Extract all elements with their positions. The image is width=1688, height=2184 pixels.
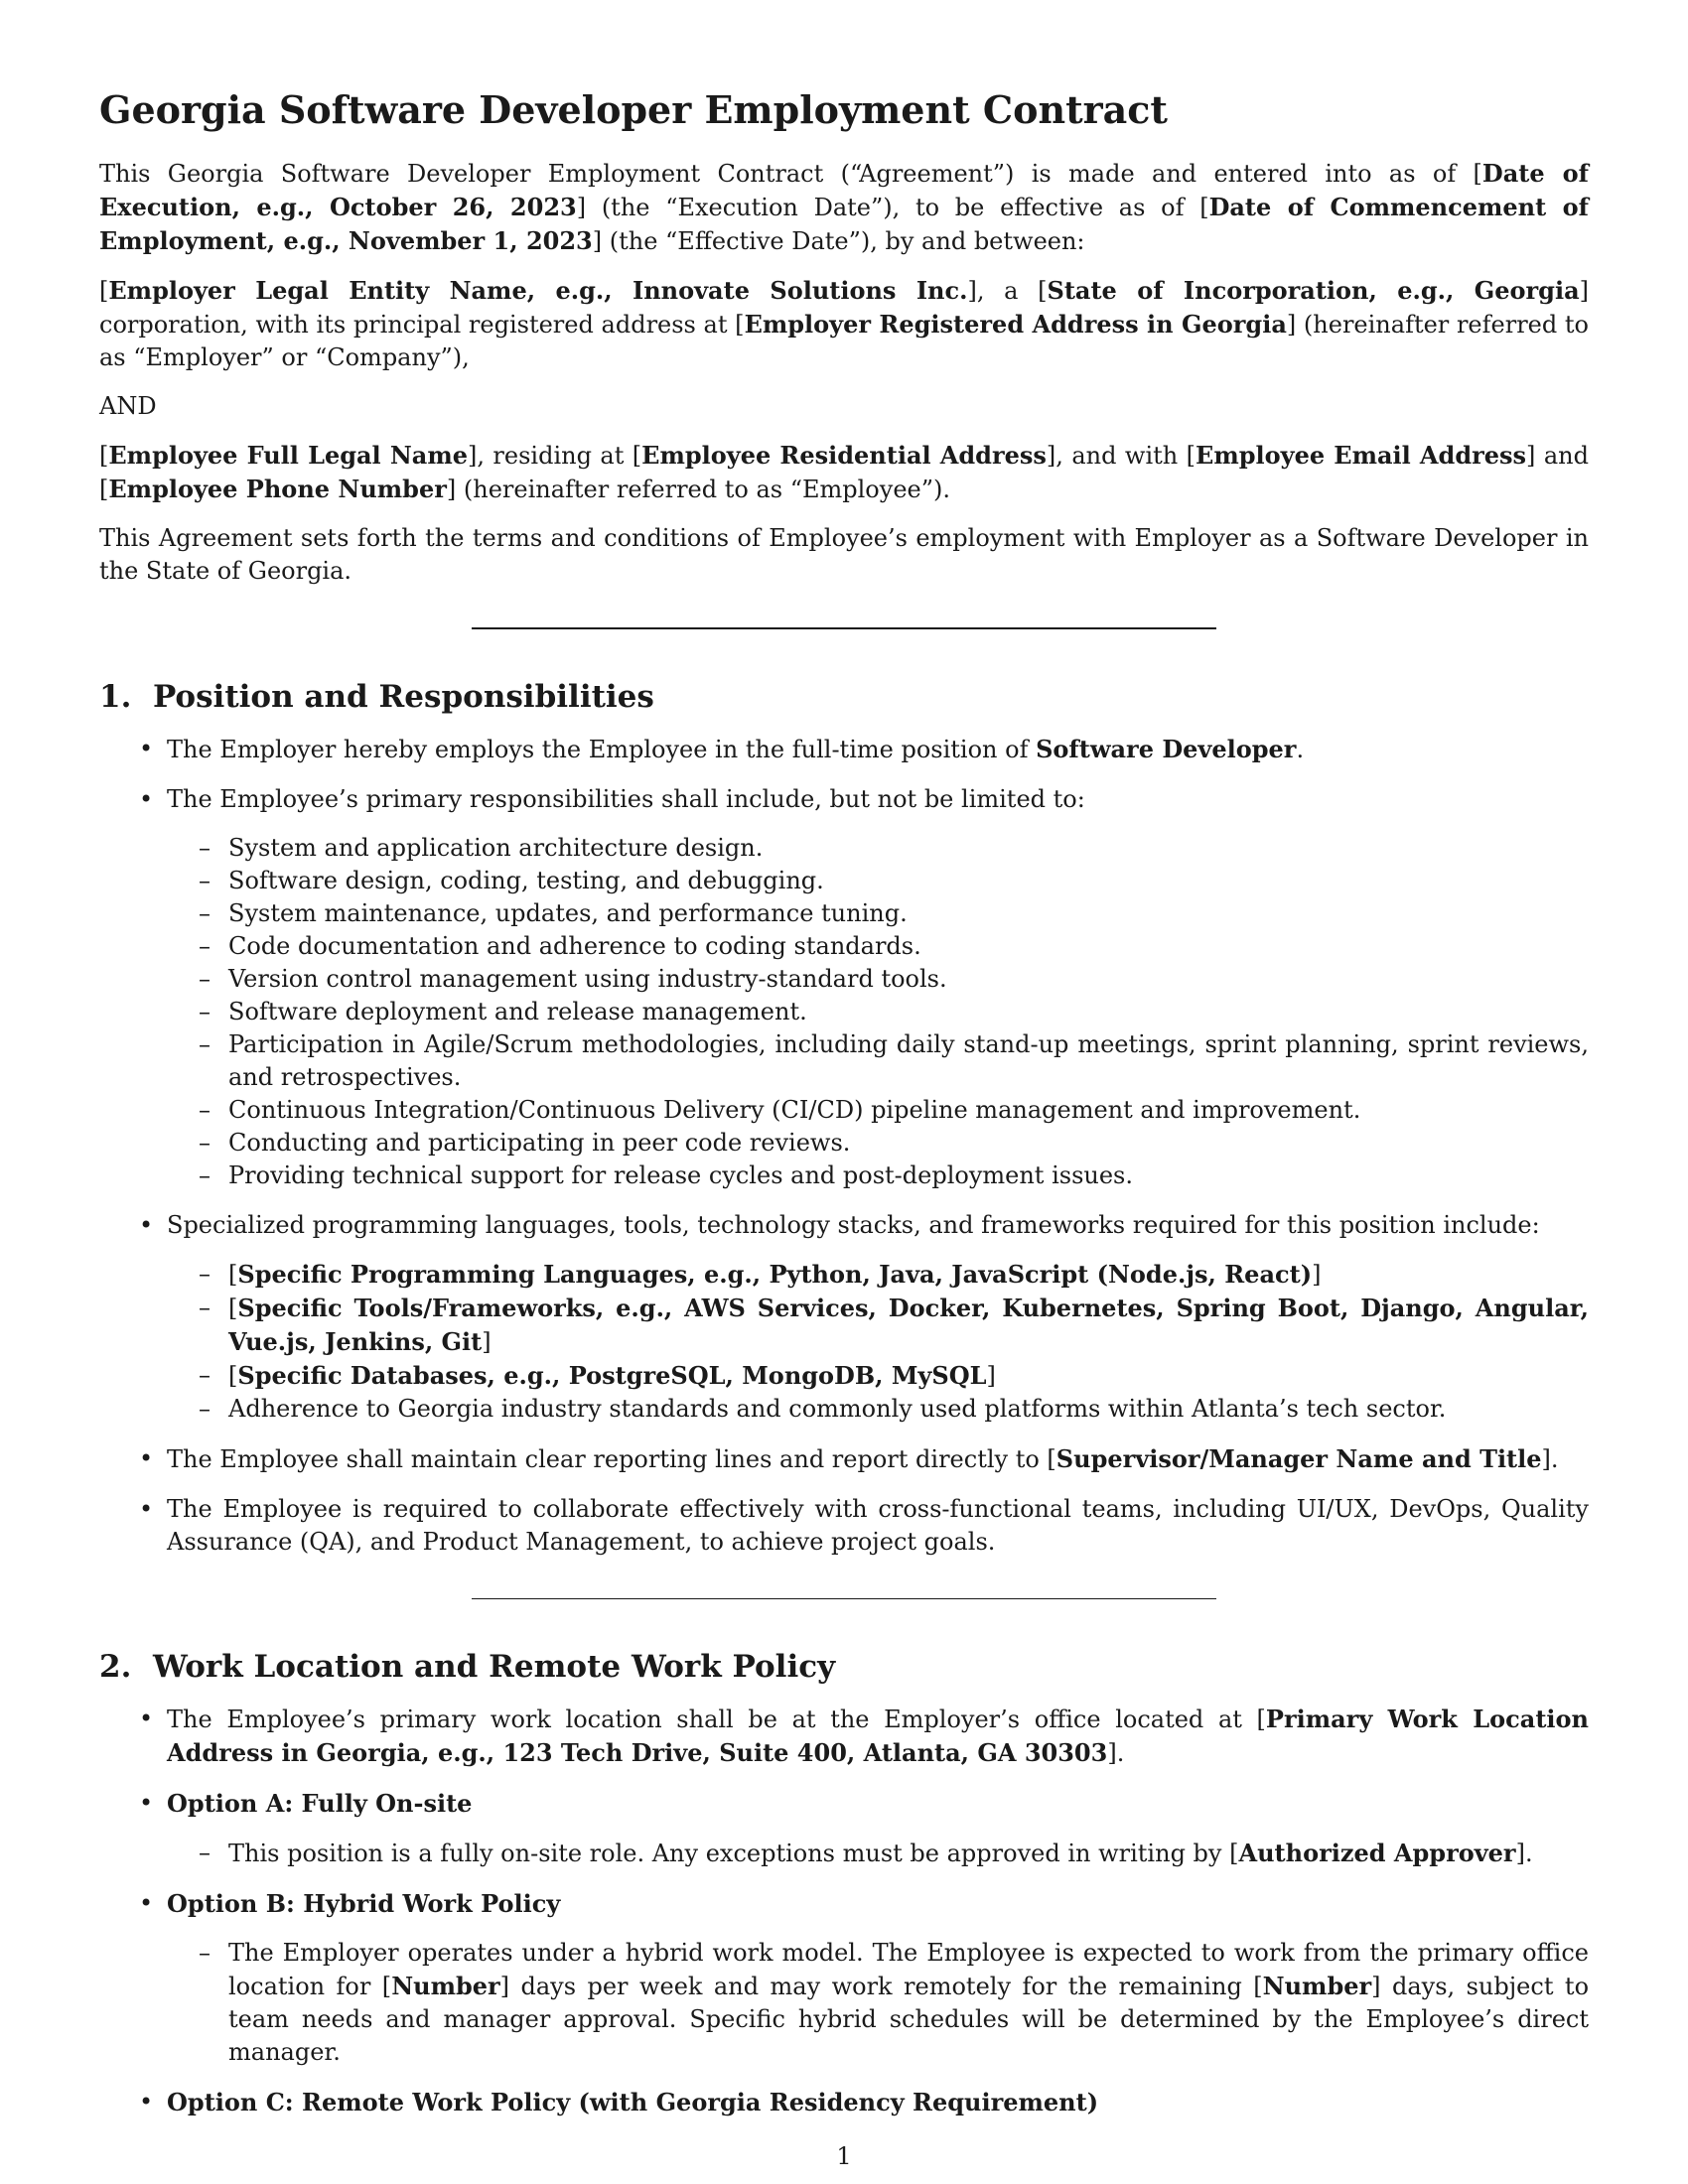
- employee-phone-placeholder: Employee Phone Number: [108, 474, 447, 503]
- tech-item: – [Specific Programming Languages, e.g., Python, Java, JavaScript (Node.js, React)]: [228, 1258, 1589, 1292]
- option-b-item: [228, 1937, 1589, 2069]
- tech-item: – [Specific Databases, e.g., PostgreSQL, MongoDB, MySQL]: [228, 1359, 1589, 1393]
- list-item: [167, 733, 1589, 766]
- item-text: The Employer operates under a hybrid work model. The Employee is expected to work from the primary office location for [: [228, 1939, 1589, 2001]
- responsibility-item: – Participation in Agile/Scrum methodologies, including daily stand-up meetings, sprint planning, sprint reviews, and retrospectives.: [228, 1028, 1589, 1094]
- list-item: [167, 1209, 1589, 1426]
- employer-paragraph: [99, 274, 1589, 374]
- employer-text: [: [99, 276, 109, 305]
- section-2-heading: 2. Work Location and Remote Work Policy: [99, 1648, 836, 1685]
- position-title: Software Developer: [1036, 734, 1297, 763]
- tech-placeholder: Specific Tools/Frameworks, e.g., AWS Services, Docker, Kubernetes, Spring Boot, Django, Angular, Vue.js, Jenkins, Git: [228, 1293, 1589, 1356]
- tech-list: [167, 1258, 1589, 1426]
- list-item: [167, 2086, 1589, 2119]
- section-divider: [472, 627, 1216, 629]
- option-b-list: [167, 1937, 1589, 2069]
- employee-address-placeholder: Employee Residential Address: [641, 440, 1047, 470]
- commencement-date-placeholder: Date of Commencement of Employment, e.g., November 1, 2023: [99, 192, 1589, 255]
- tech-placeholder: Specific Databases, e.g., PostgreSQL, MongoDB, MySQL: [237, 1360, 987, 1390]
- item-text: ] days, subject to team needs and manager approval. Specific hybrid schedules will be determined by the Employee’s direct manager.: [228, 1973, 1590, 2067]
- responsibility-item: – System and application architecture design.: [228, 832, 1589, 865]
- employer-address-placeholder: Employer Registered Address in Georgia: [744, 309, 1287, 339]
- tech-item: – [Specific Tools/Frameworks, e.g., AWS Services, Docker, Kubernetes, Spring Boot, Django, Angular, Vue.js, Jenkins, Git]: [228, 1292, 1589, 1359]
- responsibility-item: – System maintenance, updates, and performance tuning.: [228, 897, 1589, 930]
- approver-placeholder: Authorized Approver: [1238, 1839, 1516, 1868]
- responsibility-item: – Software deployment and release management.: [228, 996, 1589, 1028]
- employee-text: ] and [: [99, 441, 1589, 503]
- option-a-list: [167, 1837, 1589, 1870]
- option-a-title: Option A: Fully On-site: [167, 1789, 473, 1819]
- tech-placeholder: Specific Programming Languages, e.g., Python, Java, JavaScript (Node.js, React): [237, 1259, 1313, 1289]
- intro-text: ] (the “Execution Date”), to be effective as of [: [576, 193, 1209, 221]
- work-location-placeholder: Primary Work Location Address in Georgia, e.g., 123 Tech Drive, Suite 400, Atlanta, GA 30303: [167, 1705, 1589, 1768]
- list-item: • The Employee is required to collaborate effectively with cross-functional teams, including UI/UX, DevOps, Quality Assurance (QA), and Product Management, to achieve project goals.: [167, 1493, 1589, 1559]
- number-placeholder: Number: [1262, 1972, 1372, 2001]
- employee-text: [: [99, 441, 109, 470]
- list-item: [167, 1703, 1589, 1770]
- item-text: ].: [1107, 1739, 1125, 1768]
- page-number: 1: [836, 2142, 852, 2170]
- item-text: This position is a fully on-site role. Any exceptions must be approved in writing by [: [228, 1840, 1239, 1868]
- responsibility-item: – Continuous Integration/Continuous Delivery (CI/CD) pipeline management and improvement.: [228, 1094, 1589, 1127]
- item-text: The Employee shall maintain clear reporting lines and report directly to [: [167, 1444, 1056, 1473]
- list-item: [167, 1887, 1589, 2069]
- item-text: ].: [1541, 1444, 1559, 1473]
- employee-name-placeholder: Employee Full Legal Name: [108, 440, 468, 470]
- employee-paragraph: [99, 439, 1589, 506]
- item-text: Specialized programming languages, tools, technology stacks, and frameworks required for this position include:: [167, 1210, 1540, 1239]
- section-1-heading: 1. Position and Responsibilities: [99, 678, 654, 715]
- intro-paragraph: [99, 157, 1589, 258]
- item-text: ].: [1515, 1840, 1533, 1868]
- employee-text: ], residing at [: [468, 441, 642, 470]
- intro-text: ] (the “Effective Date”), by and between:: [592, 226, 1085, 255]
- responsibility-item: – Code documentation and adherence to coding standards.: [228, 930, 1589, 963]
- employer-name-placeholder: Employer Legal Entity Name, e.g., Innovate Solutions Inc.: [108, 275, 968, 305]
- section-divider: [472, 1598, 1216, 1599]
- list-item: [167, 1442, 1589, 1476]
- option-b-title: Option B: Hybrid Work Policy: [167, 1889, 561, 1919]
- item-text: .: [1296, 735, 1305, 763]
- item-text: The Employer hereby employs the Employee in the full-time position of: [167, 735, 1037, 763]
- item-text: The Employee’s primary responsibilities shall include, but not be limited to:: [167, 784, 1085, 813]
- list-item: [167, 783, 1589, 1192]
- option-a-item: [228, 1837, 1589, 1870]
- responsibility-item: – Version control management using industry-standard tools.: [228, 963, 1589, 996]
- employee-email-placeholder: Employee Email Address: [1196, 440, 1527, 470]
- document-page: [99, 87, 1589, 2136]
- option-c-title: Option C: Remote Work Policy (with Georgia Residency Requirement): [167, 2088, 1099, 2117]
- section-1-list: [99, 733, 1589, 1559]
- list-item: [167, 1787, 1589, 1870]
- employer-text: ] corporation, with its principal registered address at [: [99, 276, 1590, 339]
- supervisor-placeholder: Supervisor/Manager Name and Title: [1055, 1443, 1542, 1473]
- state-placeholder: State of Incorporation, e.g., Georgia: [1047, 275, 1580, 305]
- employer-text: ], a [: [967, 276, 1048, 305]
- employer-text: ] (hereinafter referred to as “Employer” or “Company”),: [99, 310, 1590, 371]
- responsibility-item: – Software design, coding, testing, and debugging.: [228, 865, 1589, 897]
- responsibility-item: – Providing technical support for release cycles and post-deployment issues.: [228, 1160, 1589, 1192]
- responsibilities-list: [167, 832, 1589, 1192]
- number-placeholder: Number: [391, 1972, 500, 2001]
- item-text: The Employee’s primary work location shall be at the Employer’s office located at [: [167, 1706, 1266, 1734]
- employee-text: ], and with [: [1046, 441, 1196, 470]
- purpose-paragraph: This Agreement sets forth the terms and conditions of Employee’s employment with Employer as a Software Developer in the State of Georgia.: [99, 523, 1589, 585]
- intro-text: This Georgia Software Developer Employment Contract (“Agreement”) is made and entered into as of [: [99, 159, 1482, 188]
- tech-item: – Adherence to Georgia industry standards and commonly used platforms within Atlanta’s tech sector.: [228, 1393, 1589, 1426]
- item-text: ] days per week and may work remotely for the remaining [: [499, 1973, 1263, 2001]
- section-2-list: [99, 1703, 1589, 2119]
- execution-date-placeholder: Date of Execution, e.g., October 26, 2023: [99, 158, 1589, 221]
- document-title: Georgia Software Developer Employment Contract: [99, 87, 1168, 132]
- responsibility-item: – Conducting and participating in peer code reviews.: [228, 1127, 1589, 1160]
- employee-text: ] (hereinafter referred to as “Employee”).: [446, 475, 950, 503]
- and-line: AND: [99, 391, 157, 420]
